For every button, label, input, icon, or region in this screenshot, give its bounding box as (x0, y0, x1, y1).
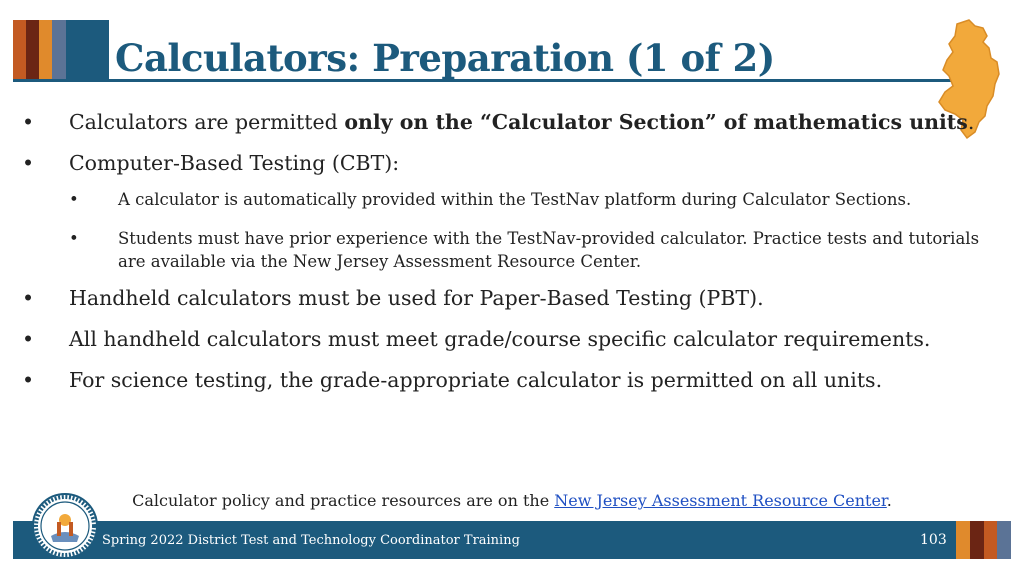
resource-center-link[interactable]: New Jersey Assessment Resource Center (554, 491, 887, 510)
sub-bullet-testnav-calculator (69, 190, 912, 209)
resource-note (0, 491, 1024, 510)
bullet-text: For science testing, the grade-appropriate calculator is permitted on all units. (69, 368, 883, 392)
slide-title: Calculators: Preparation (1 of 2) (115, 36, 775, 80)
bullet-marker: • (69, 190, 79, 209)
page-number: 103 (920, 532, 947, 548)
bullet-bold-text: only on the “Calculator Section” of mathematics units (344, 110, 968, 134)
footer-stripes (956, 521, 1011, 559)
resource-prefix: Calculator policy and practice resources are on the (132, 491, 555, 510)
bullet-marker: • (69, 229, 79, 248)
bullet-text: Handheld calculators must be used for Paper-Based Testing (PBT). (69, 286, 764, 310)
bullet-handheld-pbt (22, 286, 764, 310)
bullet-calculator-permitted (22, 110, 975, 134)
nj-doe-seal-icon (31, 492, 99, 560)
bullet-handheld-requirements (22, 327, 931, 351)
bullet-marker: • (22, 327, 35, 351)
bullet-marker: • (22, 368, 35, 392)
bullet-marker: • (22, 151, 35, 175)
header-stripes (13, 20, 109, 79)
bullet-marker: • (22, 286, 35, 310)
bullet-marker: • (22, 110, 35, 134)
bullet-cbt (22, 151, 400, 175)
resource-suffix: . (886, 491, 892, 510)
sub-bullet-prior-experience (69, 227, 988, 273)
bullet-text: A calculator is automatically provided within the TestNav platform during Calculator Sections. (118, 190, 912, 209)
bullet-text: Students must have prior experience with the TestNav-provided calculator. Practice tests and tutorials are available via the New Jersey Assessment Resource Center. (118, 229, 980, 271)
footer-text: Spring 2022 District Test and Technology Coordinator Training (102, 533, 520, 548)
bullet-science-testing (22, 368, 883, 392)
bullet-text: All handheld calculators must meet grade/course specific calculator requirements. (69, 327, 931, 351)
bullet-text-end: . (967, 110, 975, 134)
bullet-text: Computer-Based Testing (CBT): (69, 151, 400, 175)
bullet-text: Calculators are permitted (69, 110, 345, 134)
